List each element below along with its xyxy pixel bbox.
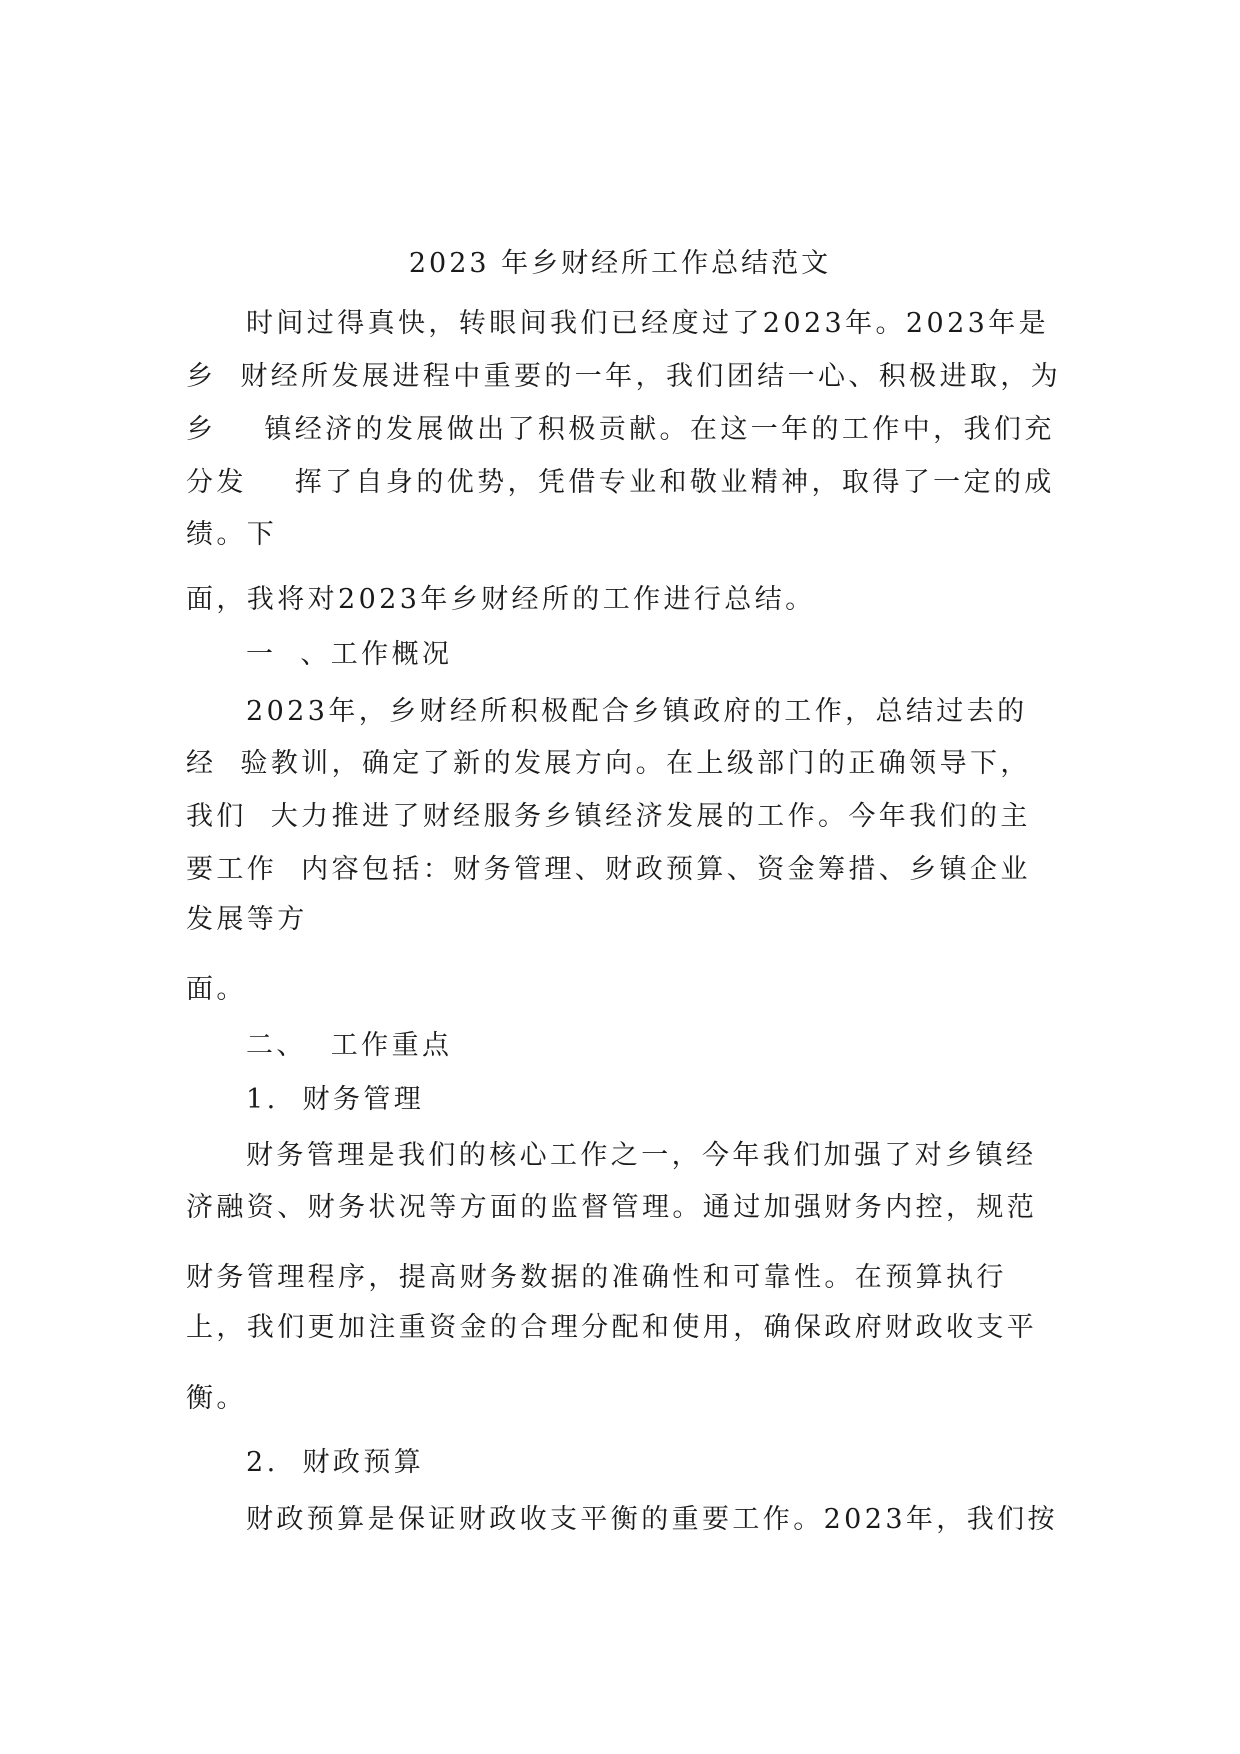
subsection-heading: 2. 财政预算 [246,1447,425,1478]
body-line: 面。 [186,974,247,1005]
body-line: 衡。 [186,1383,247,1414]
body-line: 时间过得真快，转眼间我们已经度过了2023年。2023年是 [246,308,1050,339]
body-line: 2023年，乡财经所积极配合乡镇政府的工作，总结过去的 [246,696,1028,727]
body-line: 上，我们更加注重资金的合理分配和使用，确保政府财政收支平 [186,1312,1038,1343]
body-line: 绩。下 [186,519,278,550]
body-line: 分发 挥了自身的优势，凭借专业和敬业精神，取得了一定的成 [186,467,1055,498]
body-line: 财政预算是保证财政收支平衡的重要工作。2023年，我们按 [246,1504,1058,1535]
body-line: 财务管理程序，提高财务数据的准确性和可靠性。在预算执行 [186,1262,1007,1293]
subsection-heading: 1. 财务管理 [246,1084,425,1115]
section-heading: 二、 工作重点 [246,1030,453,1061]
body-line: 乡 镇经济的发展做出了积极贡献。在这一年的工作中，我们充 [186,414,1055,445]
body-line: 经 验教训，确定了新的发展方向。在上级部门的正确领导下， [186,748,1031,779]
body-line: 我们 大力推进了财经服务乡镇经济发展的工作。今年我们的主 [186,801,1031,832]
body-line: 济融资、财务状况等方面的监督管理。通过加强财务内控，规范 [186,1192,1038,1223]
document-title: 2023 年乡财经所工作总结范文 [408,248,832,279]
body-line: 要工作 内容包括：财务管理、财政预算、资金筹措、乡镇企业 [186,854,1031,885]
body-line: 面，我将对2023年乡财经所的工作进行总结。 [186,584,816,615]
body-line: 乡 财经所发展进程中重要的一年，我们团结一心、积极进取，为 [186,361,1062,392]
body-line: 发展等方 [186,904,308,935]
section-heading: 一 、工作概况 [246,639,453,670]
body-line: 财务管理是我们的核心工作之一，今年我们加强了对乡镇经 [246,1140,1037,1171]
